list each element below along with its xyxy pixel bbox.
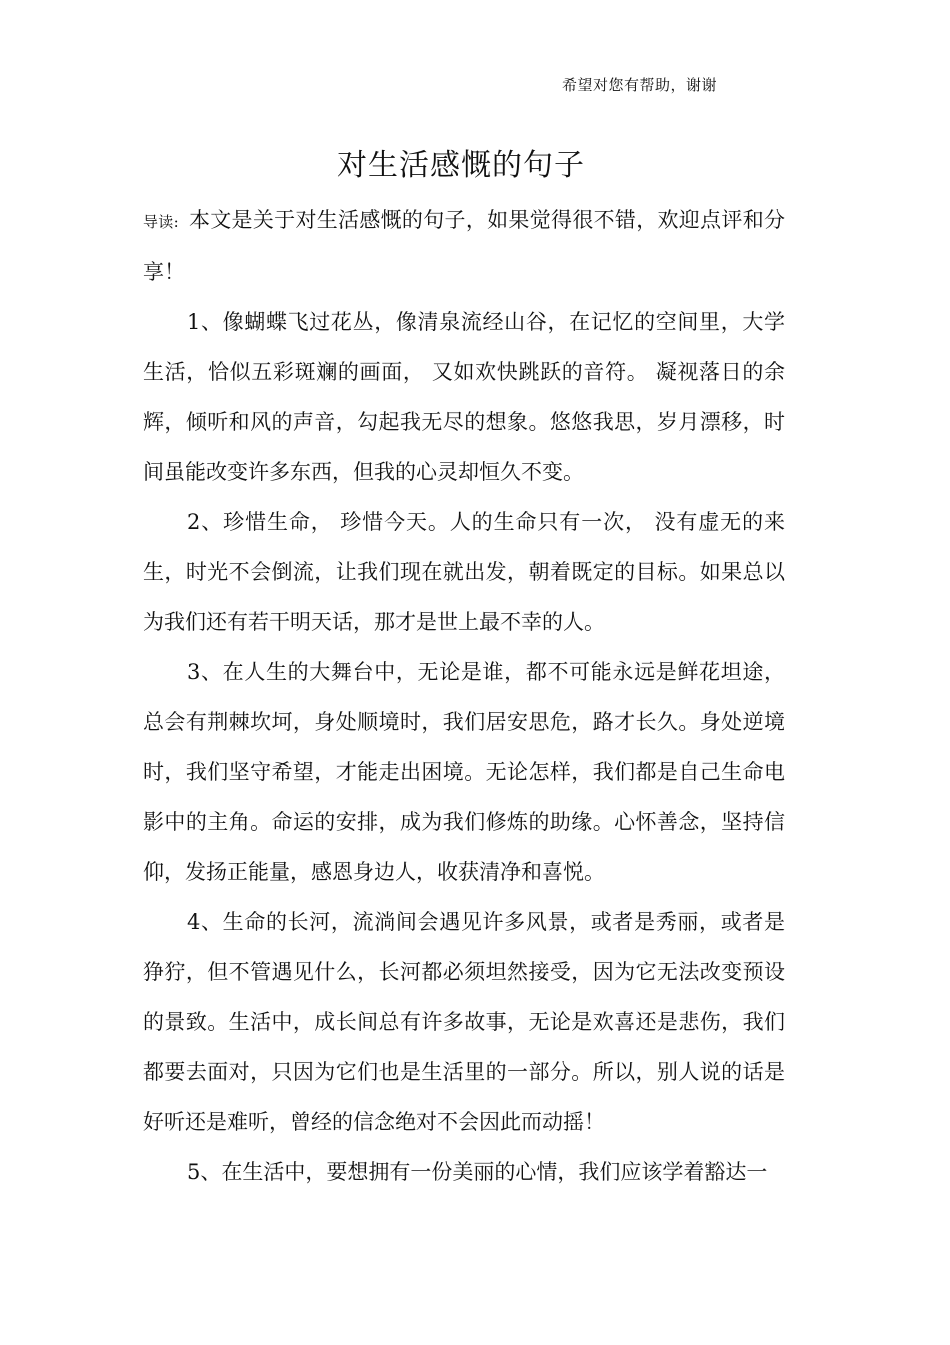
intro-paragraph xyxy=(143,195,785,297)
intro-text: 本文是关于对生活感慨的句子，如果觉得很不错，欢迎点评和分享！ xyxy=(143,208,785,284)
paragraph-3: 3、在人生的大舞台中，无论是谁，都不可能永远是鲜花坦途，总会有荆棘坎坷，身处顺境时，我们居安思危，路才长久。身处逆境时，我们坚守希望，才能走出困境。无论怎样，我们都是自己生命电影中的主角。命运的安排，成为我们修炼的助缘。心怀善念，坚持信仰，发扬正能量，感恩身边人，收获清净和喜悦。 xyxy=(143,660,785,884)
intro-label: 导读: xyxy=(143,213,179,231)
document-title: 对生活感慨的句子 xyxy=(337,148,585,183)
paragraph-1: 1、像蝴蝶飞过花丛，像清泉流经山谷，在记忆的空间里，大学生活，恰似五彩斑斓的画面， 又如欢快跳跃的音符。 凝视落日的余辉，倾听和风的声音，勾起我无尽的想象。悠悠我思，岁月漂移，时间虽能改变许多东西，但我的心灵却恒久不变。 xyxy=(143,310,785,484)
paragraph-5: 5、在生活中，要想拥有一份美丽的心情，我们应该学着豁达一 xyxy=(187,1160,768,1184)
paragraph-2: 2、珍惜生命， 珍惜今天。人的生命只有一次， 没有虚无的来生，时光不会倒流，让我们现在就出发，朝着既定的目标。如果总以为我们还有若干明天话，那才是世上最不幸的人。 xyxy=(143,510,785,634)
document-body xyxy=(143,195,785,1197)
header-note: 希望对您有帮助，谢谢 xyxy=(562,76,718,94)
paragraph-4: 4、生命的长河，流淌间会遇见许多风景，或者是秀丽，或者是狰狞，但不管遇见什么，长河都必须坦然接受，因为它无法改变预设的景致。生活中，成长间总有许多故事，无论是欢喜还是悲伤，我们都要去面对，只因为它们也是生活里的一部分。所以，别人说的话是好听还是难听，曾经的信念绝对不会因此而动摇！ xyxy=(143,910,785,1134)
